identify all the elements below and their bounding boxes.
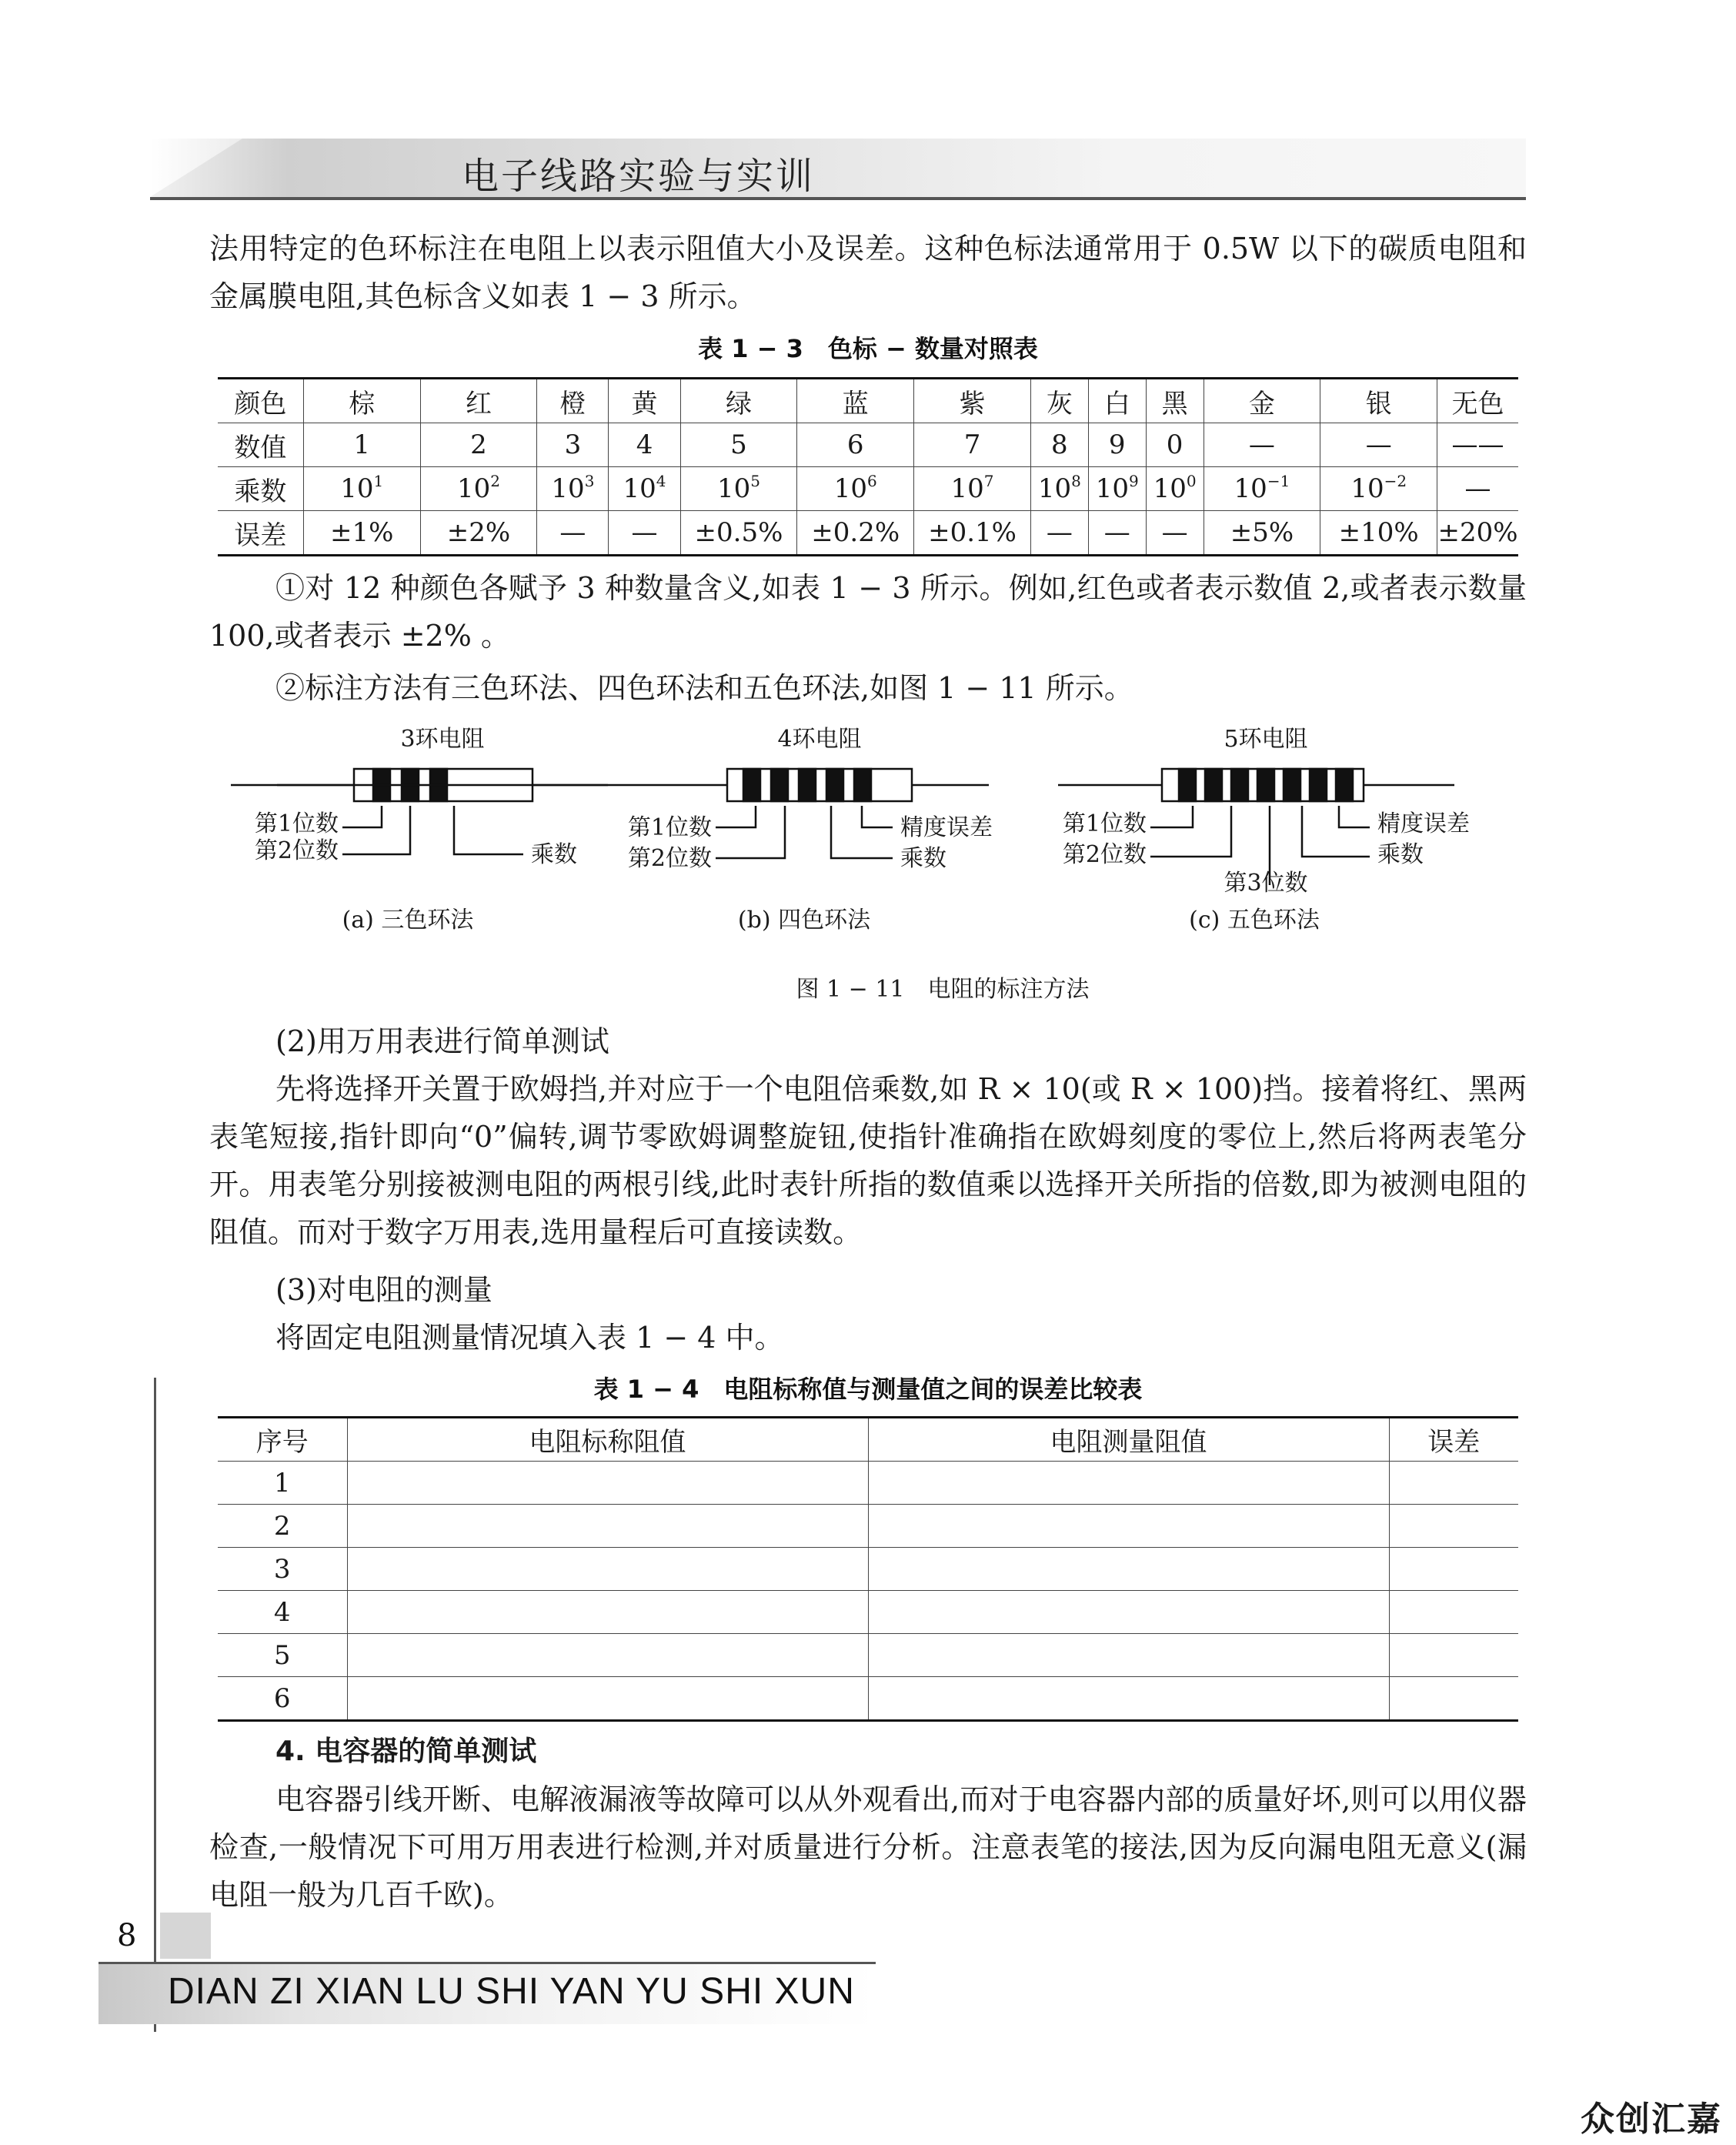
fig-c-caption: (c) 五色环法 bbox=[1189, 907, 1320, 934]
fig-a-label-1: 第1位数 bbox=[254, 810, 339, 837]
intro-paragraph: 法用特定的色环标注在电阻上以表示阻值大小及误差。这种色标法通常用于 0.5W 以下的碳质电阻和金属膜电阻,其色标含义如表 1 − 3 所示。 bbox=[209, 232, 1527, 313]
t13-cell: ±20% bbox=[1437, 511, 1518, 556]
t13-cell bbox=[1320, 467, 1437, 511]
t13-cell: 紫 bbox=[914, 379, 1031, 423]
t13-cell: 6 bbox=[797, 423, 914, 467]
footer-rule bbox=[98, 1962, 876, 1964]
section4-title: 4. 电容器的简单测试 bbox=[275, 1736, 537, 1767]
table-row bbox=[218, 1634, 1518, 1677]
section2-body: 先将选择开关置于欧姆挡,并对应于一个电阻倍乘数,如 R × 10(或 R × 100)挡。接着将红、黑两表笔短接,指针即向“0”偏转,调节零欧姆调整旋钮,使指针准确指在欧姆刻度的零位上,然后将两表笔分开。用表笔分别接被测电阻的两根引线,此时表针所指的数值乘以选择开关所指的倍数,即为被测电阻的阻值。而对于数字万用表,选用量程后可直接读数。 bbox=[209, 1072, 1527, 1249]
multiplier-exponent: 8 bbox=[1071, 472, 1081, 490]
t13-cell: 误差 bbox=[218, 511, 303, 556]
row-index: 1 bbox=[218, 1462, 347, 1505]
fig-a-label-multiplier: 乘数 bbox=[531, 841, 577, 868]
page-number: 8 bbox=[117, 1918, 137, 1953]
t13-cell: 棕 bbox=[303, 379, 420, 423]
t13-cell bbox=[797, 467, 914, 511]
row-index: 4 bbox=[218, 1591, 347, 1634]
table13-caption: 表 1 − 3 色标 − 数量对照表 bbox=[698, 334, 1038, 363]
t13-cell: 绿 bbox=[680, 379, 797, 423]
empty-cell bbox=[868, 1505, 1389, 1548]
table14-header-row bbox=[218, 1418, 1518, 1462]
multiplier-base: 10 bbox=[1037, 473, 1072, 504]
empty-cell bbox=[1389, 1677, 1518, 1721]
multiplier-exponent: 6 bbox=[867, 472, 877, 490]
fig-b-title: 4环电阻 bbox=[777, 726, 862, 753]
empty-cell bbox=[1389, 1505, 1518, 1548]
multiplier-base: 10 bbox=[716, 473, 751, 504]
multiplier-base: 10 bbox=[340, 473, 374, 504]
t13-cell bbox=[609, 467, 680, 511]
t13-cell: 数值 bbox=[218, 423, 303, 467]
section3-body: 将固定电阻测量情况填入表 1 − 4 中。 bbox=[275, 1321, 784, 1355]
empty-cell bbox=[1389, 1634, 1518, 1677]
t13-cell: ±0.5% bbox=[680, 511, 797, 556]
footer-pinyin-title: DIAN ZI XIAN LU SHI YAN YU SHI XUN bbox=[168, 1971, 855, 2012]
t13-cell: ±2% bbox=[420, 511, 537, 556]
t13-cell: 红 bbox=[420, 379, 537, 423]
section3-title: (3)对电阻的测量 bbox=[275, 1273, 492, 1307]
t13-cell: 9 bbox=[1088, 423, 1146, 467]
fig-a-caption: (a) 三色环法 bbox=[342, 907, 474, 934]
table-row bbox=[218, 1505, 1518, 1548]
footer-vertical-rule bbox=[154, 1378, 156, 2032]
t13-cell: ±1% bbox=[303, 511, 420, 556]
table-row bbox=[218, 1462, 1518, 1505]
empty-cell bbox=[347, 1634, 868, 1677]
book-title: 电子线路实验与实训 bbox=[462, 155, 816, 198]
multiplier-base: 10 bbox=[551, 473, 585, 504]
t13-cell bbox=[537, 467, 609, 511]
empty-cell bbox=[1389, 1591, 1518, 1634]
t13-cell: 0 bbox=[1146, 423, 1204, 467]
t13-cell: — bbox=[1437, 467, 1518, 511]
col-header-error: 误差 bbox=[1389, 1418, 1518, 1462]
note-2: ②标注方法有三色环法、四色环法和五色环法,如图 1 − 11 所示。 bbox=[275, 671, 1133, 705]
row-index: 5 bbox=[218, 1634, 347, 1677]
t13-cell: 8 bbox=[1030, 423, 1088, 467]
multiplier-base: 10 bbox=[456, 473, 491, 504]
t13-row-multiplier bbox=[218, 467, 1518, 511]
table-row bbox=[218, 1677, 1518, 1721]
t13-cell: — bbox=[1146, 511, 1204, 556]
t13-cell: 4 bbox=[609, 423, 680, 467]
t13-cell bbox=[1030, 467, 1088, 511]
note-1: ①对 12 种颜色各赋予 3 种数量含义,如表 1 − 3 所示。例如,红色或者表示数值 2,或者表示数量 100,或者表示 ±2% 。 bbox=[209, 571, 1527, 653]
t13-cell: 黑 bbox=[1146, 379, 1204, 423]
fig-c-label-2: 第2位数 bbox=[1062, 841, 1147, 868]
row-index: 3 bbox=[218, 1548, 347, 1591]
watermark-logo: 众创汇嘉 bbox=[1581, 2100, 1722, 2139]
fig-a-title: 3环电阻 bbox=[400, 726, 485, 753]
fig-b-caption: (b) 四色环法 bbox=[737, 907, 871, 934]
empty-cell bbox=[347, 1505, 868, 1548]
empty-cell bbox=[347, 1462, 868, 1505]
col-header-index: 序号 bbox=[218, 1418, 347, 1462]
fig-c-label-1: 第1位数 bbox=[1062, 810, 1147, 837]
t13-cell bbox=[680, 467, 797, 511]
t13-cell bbox=[420, 467, 537, 511]
multiplier-base: 10 bbox=[950, 473, 984, 504]
multiplier-exponent: 2 bbox=[490, 472, 500, 490]
t13-cell: 蓝 bbox=[797, 379, 914, 423]
row-index: 6 bbox=[218, 1677, 347, 1721]
multiplier-exponent: 9 bbox=[1128, 472, 1139, 490]
t13-cell: 5 bbox=[680, 423, 797, 467]
t13-cell: 1 bbox=[303, 423, 420, 467]
t13-cell: ±0.1% bbox=[914, 511, 1031, 556]
t13-row-color bbox=[218, 379, 1518, 423]
empty-cell bbox=[868, 1591, 1389, 1634]
t13-cell: 白 bbox=[1088, 379, 1146, 423]
multiplier-base: 10 bbox=[833, 473, 867, 504]
t13-cell: 银 bbox=[1320, 379, 1437, 423]
multiplier-base: 10 bbox=[1350, 473, 1384, 504]
resistor-marking-figure bbox=[231, 720, 1539, 1043]
t13-cell bbox=[914, 467, 1031, 511]
header-band bbox=[150, 139, 1526, 197]
t13-cell: 乘数 bbox=[218, 467, 303, 511]
table14-caption: 表 1 − 4 电阻标称值与测量值之间的误差比较表 bbox=[593, 1375, 1143, 1404]
t13-cell: — bbox=[609, 511, 680, 556]
footer-square bbox=[160, 1913, 211, 1959]
t13-cell bbox=[1088, 467, 1146, 511]
t13-cell: 灰 bbox=[1030, 379, 1088, 423]
multiplier-exponent: 7 bbox=[983, 472, 994, 490]
multiplier-exponent: 5 bbox=[750, 472, 760, 490]
empty-cell bbox=[347, 1591, 868, 1634]
t13-cell: 金 bbox=[1204, 379, 1320, 423]
t13-row-value bbox=[218, 423, 1518, 467]
t13-cell bbox=[1146, 467, 1204, 511]
t13-cell: — bbox=[1204, 423, 1320, 467]
resistor-4-ring bbox=[231, 769, 989, 858]
fig-c-label-tolerance: 精度误差 bbox=[1377, 810, 1470, 837]
t13-cell: 橙 bbox=[537, 379, 609, 423]
empty-cell bbox=[1389, 1548, 1518, 1591]
row-index: 2 bbox=[218, 1505, 347, 1548]
empty-cell bbox=[347, 1548, 868, 1591]
t13-cell: ±5% bbox=[1204, 511, 1320, 556]
multiplier-base: 10 bbox=[623, 473, 656, 504]
t13-cell bbox=[303, 467, 420, 511]
resistance-error-table bbox=[218, 1416, 1518, 1722]
multiplier-exponent: 1 bbox=[373, 472, 384, 490]
empty-cell bbox=[1389, 1462, 1518, 1505]
fig-b-label-tolerance: 精度误差 bbox=[900, 814, 993, 841]
t13-cell: 黄 bbox=[609, 379, 680, 423]
fig-a-label-2: 第2位数 bbox=[254, 837, 339, 864]
col-header-nominal: 电阻标称阻值 bbox=[347, 1418, 868, 1462]
t13-cell: ±10% bbox=[1320, 511, 1437, 556]
header-rule bbox=[150, 197, 1526, 200]
section4-body: 电容器引线开断、电解液漏液等故障可以从外观看出,而对于电容器内部的质量好坏,则可以用仪器检查,一般情况下可用万用表进行检测,并对质量进行分析。注意表笔的接法,因为反向漏电阻无意义(漏电阻一般为几百千欧)。 bbox=[209, 1782, 1527, 1912]
fig-b-label-multiplier: 乘数 bbox=[900, 845, 946, 872]
fig-c-label-3: 第3位数 bbox=[1224, 870, 1308, 897]
t13-cell: ±0.2% bbox=[797, 511, 914, 556]
empty-cell bbox=[868, 1677, 1389, 1721]
table-row bbox=[218, 1591, 1518, 1634]
multiplier-exponent: 0 bbox=[1186, 472, 1197, 490]
t13-cell: — bbox=[537, 511, 609, 556]
color-code-table bbox=[218, 377, 1518, 556]
table-row bbox=[218, 1548, 1518, 1591]
empty-cell bbox=[868, 1634, 1389, 1677]
fig-b-label-2: 第2位数 bbox=[627, 845, 712, 872]
t13-cell: 7 bbox=[914, 423, 1031, 467]
multiplier-base: 10 bbox=[1153, 473, 1187, 504]
t13-cell: 颜色 bbox=[218, 379, 303, 423]
t13-cell bbox=[1204, 467, 1320, 511]
fig-c-label-multiplier: 乘数 bbox=[1377, 841, 1424, 868]
multiplier-exponent: −2 bbox=[1384, 472, 1407, 490]
t13-cell: 2 bbox=[420, 423, 537, 467]
t13-cell: — bbox=[1088, 511, 1146, 556]
fig-b-label-1: 第1位数 bbox=[627, 814, 712, 841]
empty-cell bbox=[347, 1677, 868, 1721]
t13-cell: 无色 bbox=[1437, 379, 1518, 423]
empty-cell bbox=[868, 1548, 1389, 1591]
t13-cell: — bbox=[1320, 423, 1437, 467]
multiplier-exponent: 3 bbox=[584, 472, 595, 490]
fig-c-title: 5环电阻 bbox=[1224, 726, 1308, 753]
t13-cell: — bbox=[1030, 511, 1088, 556]
figure-caption: 图 1 − 11 电阻的标注方法 bbox=[796, 976, 1090, 1003]
multiplier-base: 10 bbox=[1234, 473, 1267, 504]
multiplier-exponent: 4 bbox=[656, 472, 666, 490]
t13-row-tolerance bbox=[218, 511, 1518, 556]
empty-cell bbox=[868, 1462, 1389, 1505]
multiplier-exponent: −1 bbox=[1267, 472, 1290, 490]
col-header-measured: 电阻测量阻值 bbox=[868, 1418, 1389, 1462]
section2-title: (2)用万用表进行简单测试 bbox=[275, 1024, 609, 1058]
t13-cell: 3 bbox=[537, 423, 609, 467]
multiplier-base: 10 bbox=[1095, 473, 1129, 504]
t13-cell: —— bbox=[1437, 423, 1518, 467]
